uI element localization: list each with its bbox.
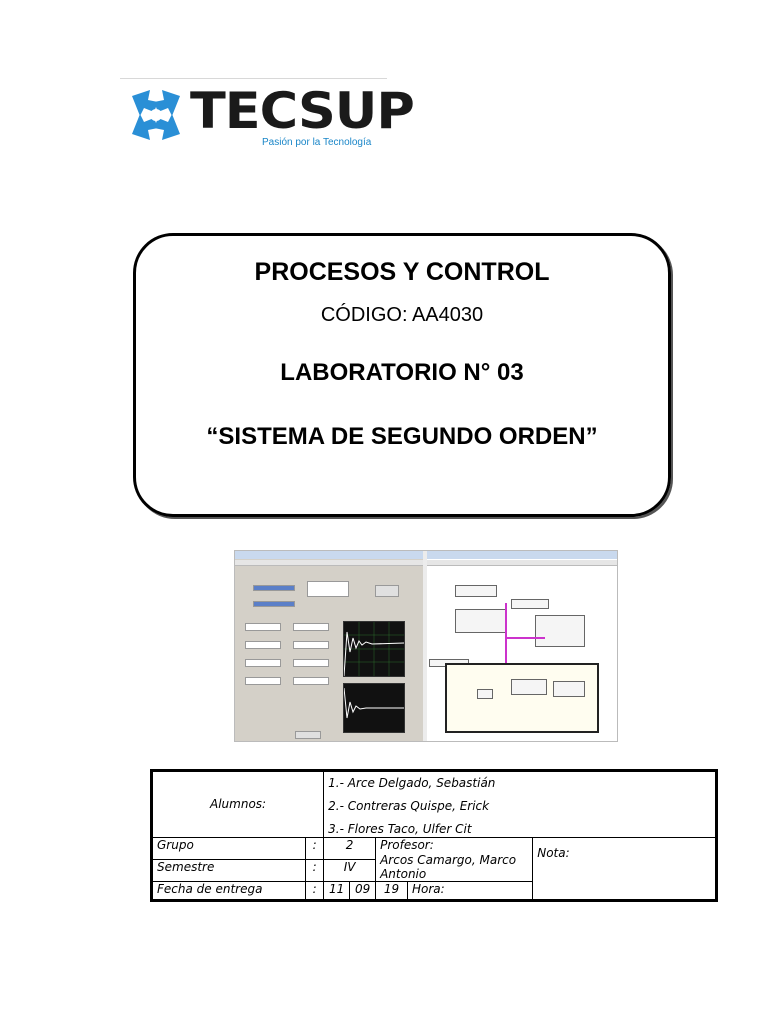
- labview-screenshot-image: [234, 550, 618, 742]
- logo-wordmark: TECSUP: [190, 82, 414, 140]
- lab-number: LABORATORIO N° 03: [280, 359, 524, 386]
- date-label: Fecha de entrega: [152, 882, 306, 901]
- grade-label: Nota:: [533, 838, 717, 901]
- step-response-graph: [343, 621, 405, 677]
- course-code: CÓDIGO: AA4030: [320, 304, 484, 326]
- student-2: 2.- Contreras Quispe, Erick: [324, 793, 717, 816]
- date-day: 11: [324, 882, 350, 901]
- lab-topic: “SISTEMA DE SEGUNDO ORDEN”: [206, 423, 598, 450]
- group-label: Grupo: [152, 838, 306, 860]
- second-response-graph: [343, 683, 405, 733]
- group-colon: :: [306, 838, 324, 860]
- tecsup-arrows-icon: [128, 86, 184, 144]
- student-3: 3.- Flores Taco, Ulfer Cit: [324, 816, 717, 838]
- block-diagram-window: [427, 551, 617, 741]
- semester-colon: :: [306, 860, 324, 882]
- date-year: 19: [376, 882, 408, 901]
- group-value: 2: [324, 838, 376, 860]
- student-info-table: [150, 769, 718, 902]
- date-colon: :: [306, 882, 324, 901]
- students-label: Alumnos:: [152, 771, 324, 838]
- tecsup-logo: [128, 82, 414, 152]
- professor-name: Arcos Camargo, Marco Antonio: [380, 853, 517, 881]
- time-label: Hora:: [408, 882, 533, 901]
- student-1: 1.- Arce Delgado, Sebastián: [324, 771, 717, 794]
- professor-cell: [376, 838, 533, 882]
- semester-label: Semestre: [152, 860, 306, 882]
- course-title: PROCESOS Y CONTROL: [254, 258, 550, 286]
- semester-value: IV: [324, 860, 376, 882]
- professor-label: Profesor:: [380, 838, 434, 852]
- date-month: 09: [350, 882, 376, 901]
- front-panel-window: [235, 551, 423, 741]
- header-rule: [120, 78, 387, 79]
- while-loop-frame: [445, 663, 599, 733]
- logo-tagline: Pasión por la Tecnología: [262, 137, 372, 148]
